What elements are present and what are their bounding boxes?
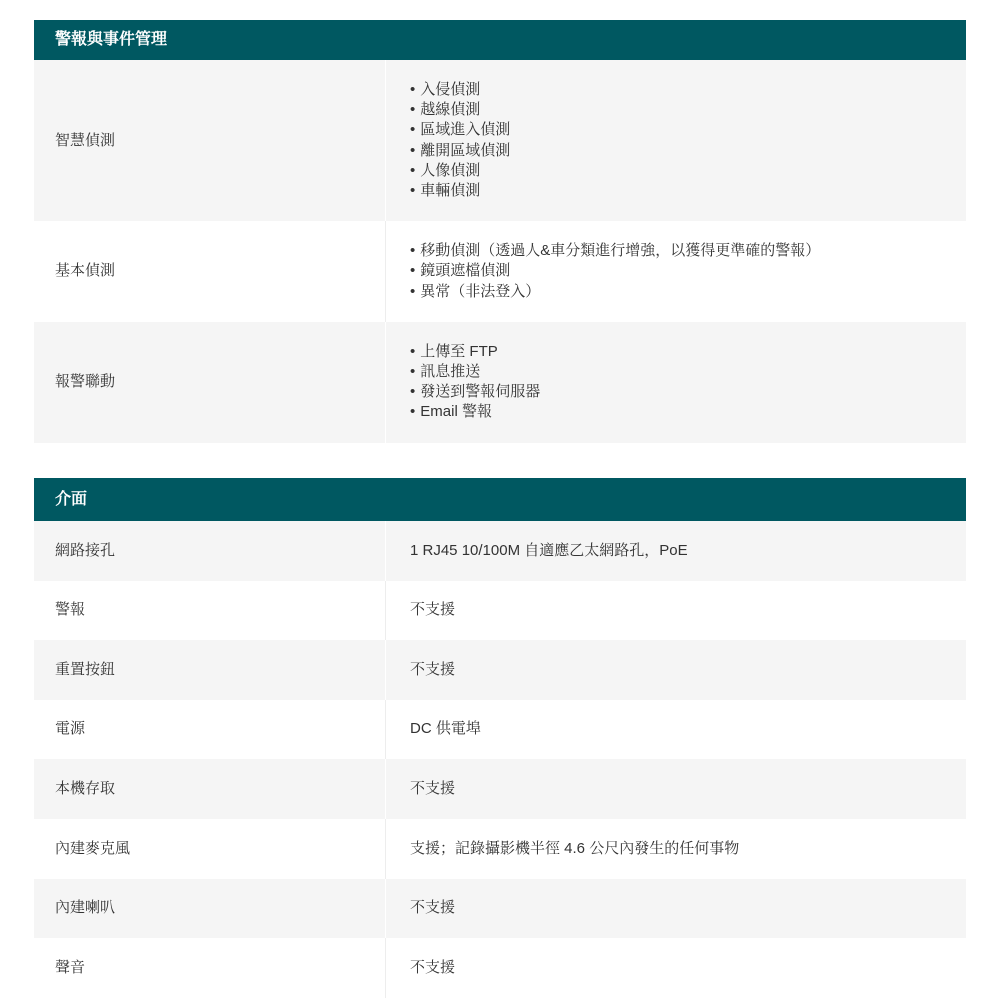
spec-label: 聲音 (34, 938, 386, 998)
spec-list-item: • 越線偵測 (410, 100, 942, 120)
spec-label: 網路接孔 (34, 521, 386, 581)
spec-row-audio (34, 938, 966, 998)
spec-row-alarm (34, 581, 966, 641)
spec-row-basic-detection (34, 221, 966, 322)
spec-list-item: • 訊息推送 (410, 362, 942, 382)
spec-row-reset-button (34, 640, 966, 700)
spec-value: 支援；記錄攝影機半徑 4.6 公尺內發生的任何事物 (410, 839, 740, 857)
spec-value: 不支援 (410, 601, 456, 619)
spec-list-item: • 區域進入偵測 (410, 120, 942, 140)
spec-list-item: • 入侵偵測 (410, 80, 942, 100)
spec-list-item: • 移動偵測（透過人&車分類進行增強，以獲得更準確的警報） (410, 241, 942, 261)
spec-label: 警報 (34, 581, 386, 641)
spec-label: 本機存取 (34, 759, 386, 819)
spec-row-builtin-speaker (34, 879, 966, 939)
spec-value (386, 221, 966, 322)
spec-list-item: • 上傳至 FTP (410, 342, 942, 362)
spec-row-smart-detection (34, 60, 966, 221)
interface-section (34, 478, 966, 998)
section-title: 警報與事件管理 (55, 31, 168, 48)
spec-value (386, 60, 966, 221)
spec-row-local-storage (34, 759, 966, 819)
spec-list-item: • 鏡頭遮檔偵測 (410, 261, 942, 281)
spec-value (386, 322, 966, 443)
spec-label: 內建麥克風 (34, 819, 386, 879)
spec-value: DC 供電埠 (410, 720, 481, 738)
spec-list-item: • 異常（非法登入） (410, 282, 942, 302)
spec-list-item: • 離開區域偵測 (410, 141, 942, 161)
spec-row-alarm-linkage (34, 322, 966, 443)
spec-value: 不支援 (410, 958, 456, 976)
spec-value: 1 RJ45 10/100M 自適應乙太網路孔，PoE (410, 541, 688, 559)
spec-label: 重置按鈕 (34, 640, 386, 700)
spec-list-item: • Email 警報 (410, 402, 942, 422)
spec-row-power (34, 700, 966, 760)
spec-list-item: • 人像偵測 (410, 161, 942, 181)
spec-list-item: • 車輛偵測 (410, 181, 942, 201)
section-header (34, 478, 966, 521)
spec-label: 電源 (34, 700, 386, 760)
spec-label: 基本偵測 (34, 221, 386, 322)
spec-row-builtin-mic (34, 819, 966, 879)
alarm-event-section (34, 20, 966, 443)
spec-value: 不支援 (410, 780, 456, 798)
spec-list (410, 80, 942, 201)
spec-label: 報警聯動 (34, 322, 386, 443)
spec-row-network-port (34, 521, 966, 581)
spec-list (410, 342, 942, 423)
spec-value: 不支援 (410, 660, 456, 678)
section-header (34, 20, 966, 60)
section-title: 介面 (55, 491, 88, 508)
spec-list (410, 241, 942, 302)
spec-value: 不支援 (410, 899, 456, 917)
spec-label: 智慧偵測 (34, 60, 386, 221)
spec-list-item: • 發送到警報伺服器 (410, 382, 942, 402)
spec-label: 內建喇叭 (34, 879, 386, 939)
